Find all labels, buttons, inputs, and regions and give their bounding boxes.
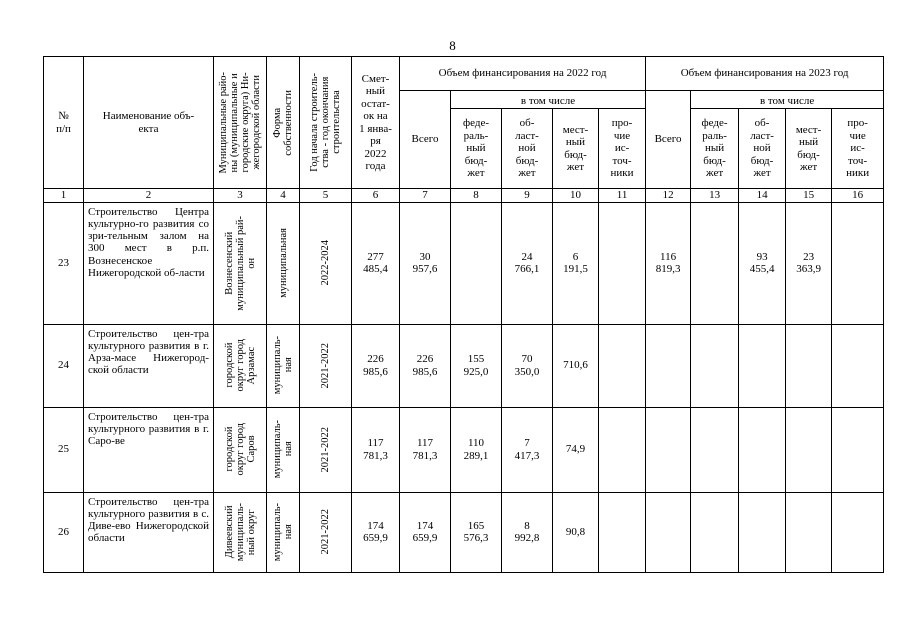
header-local-2022: мест- ный бюд- жет bbox=[553, 109, 599, 189]
header-federal-2023: феде- раль- ный бюд- жет bbox=[691, 109, 739, 189]
estimate-balance: 226 985,6 bbox=[352, 324, 400, 407]
regional-2022: 24 766,1 bbox=[502, 202, 553, 324]
other-2023 bbox=[832, 202, 884, 324]
construction-years: 2021-2022 bbox=[300, 492, 352, 572]
federal-2022: 110 289,1 bbox=[451, 407, 502, 492]
other-2022 bbox=[599, 407, 646, 492]
column-number: 6 bbox=[352, 189, 400, 203]
table-row bbox=[44, 202, 884, 324]
local-2023 bbox=[786, 407, 832, 492]
federal-2023 bbox=[691, 202, 739, 324]
header-other-2023: про- чие ис- точ- ники bbox=[832, 109, 884, 189]
header-other-2022: про- чие ис- точ- ники bbox=[599, 109, 646, 189]
column-number: 10 bbox=[553, 189, 599, 203]
column-number: 16 bbox=[832, 189, 884, 203]
column-number: 3 bbox=[214, 189, 267, 203]
header-fin-2022: Объем финансирования на 2022 год bbox=[400, 57, 646, 91]
ownership: муниципаль- ная bbox=[267, 407, 300, 492]
column-number: 11 bbox=[599, 189, 646, 203]
ownership: муниципаль- ная bbox=[267, 324, 300, 407]
header-district: Муниципальные райо- ны (муниципальные и городские округа) Ни- жегородской области bbox=[214, 57, 267, 189]
object-name: Строительство цен-тра культурного развития в г. Саро-ве bbox=[84, 407, 214, 492]
regional-2023: 93 455,4 bbox=[739, 202, 786, 324]
ownership: муниципальная bbox=[267, 202, 300, 324]
column-number: 7 bbox=[400, 189, 451, 203]
construction-years: 2021-2022 bbox=[300, 324, 352, 407]
header-total-2023: Всего bbox=[646, 91, 691, 189]
object-name: Строительство цен-тра культурного развития в с. Диве-ево Нижегородской области bbox=[84, 492, 214, 572]
other-2023 bbox=[832, 492, 884, 572]
local-2023 bbox=[786, 492, 832, 572]
header-regional-2022: об- ласт- ной бюд- жет bbox=[502, 109, 553, 189]
total-2022: 117 781,3 bbox=[400, 407, 451, 492]
total-2023 bbox=[646, 324, 691, 407]
row-number: 24 bbox=[44, 324, 84, 407]
district: городской округ город Арзамас bbox=[214, 324, 267, 407]
table-row bbox=[44, 492, 884, 572]
regional-2022: 70 350,0 bbox=[502, 324, 553, 407]
header-ownership: Форма собственности bbox=[267, 57, 300, 189]
object-name: Строительство Центра культурно-го развития со зри-тельным залом на 300 мест в р.п. Вознесенское Нижегородской об-ласти bbox=[84, 202, 214, 324]
estimate-balance: 174 659,9 bbox=[352, 492, 400, 572]
total-2023 bbox=[646, 407, 691, 492]
local-2022: 90,8 bbox=[553, 492, 599, 572]
local-2022: 74,9 bbox=[553, 407, 599, 492]
district: Дивеевский муниципаль- ный округ bbox=[214, 492, 267, 572]
estimate-balance: 117 781,3 bbox=[352, 407, 400, 492]
local-2022: 6 191,5 bbox=[553, 202, 599, 324]
local-2023 bbox=[786, 324, 832, 407]
header-incl-2022: в том числе bbox=[451, 91, 646, 109]
other-2023 bbox=[832, 324, 884, 407]
table-row bbox=[44, 407, 884, 492]
total-2022: 226 985,6 bbox=[400, 324, 451, 407]
column-number: 1 bbox=[44, 189, 84, 203]
column-number: 5 bbox=[300, 189, 352, 203]
column-numbers-row bbox=[44, 189, 884, 203]
column-number: 12 bbox=[646, 189, 691, 203]
row-number: 23 bbox=[44, 202, 84, 324]
federal-2023 bbox=[691, 492, 739, 572]
page-number: 8 bbox=[449, 38, 456, 53]
header-incl-2023: в том числе bbox=[691, 91, 884, 109]
regional-2023 bbox=[739, 492, 786, 572]
federal-2022: 165 576,3 bbox=[451, 492, 502, 572]
column-number: 8 bbox=[451, 189, 502, 203]
column-number: 2 bbox=[84, 189, 214, 203]
other-2023 bbox=[832, 407, 884, 492]
federal-2022 bbox=[451, 202, 502, 324]
header-num: № п/п bbox=[44, 57, 84, 189]
header-fin-2023: Объем финансирования на 2023 год bbox=[646, 57, 884, 91]
regional-2022: 8 992,8 bbox=[502, 492, 553, 572]
total-2022: 174 659,9 bbox=[400, 492, 451, 572]
construction-years: 2021-2022 bbox=[300, 407, 352, 492]
other-2022 bbox=[599, 324, 646, 407]
total-2023: 116 819,3 bbox=[646, 202, 691, 324]
federal-2022: 155 925,0 bbox=[451, 324, 502, 407]
local-2023: 23 363,9 bbox=[786, 202, 832, 324]
header-years: Год начала строитель- ства - год окончания строительства bbox=[300, 57, 352, 189]
header-federal-2022: феде- раль- ный бюд- жет bbox=[451, 109, 502, 189]
column-number: 4 bbox=[267, 189, 300, 203]
federal-2023 bbox=[691, 407, 739, 492]
district: городской округ город Саров bbox=[214, 407, 267, 492]
other-2022 bbox=[599, 202, 646, 324]
regional-2023 bbox=[739, 324, 786, 407]
financing-table bbox=[43, 56, 884, 573]
object-name: Строительство цен-тра культурного развития в г. Арза-масе Нижегород-ской области bbox=[84, 324, 214, 407]
header-regional-2023: об- ласт- ной бюд- жет bbox=[739, 109, 786, 189]
header-local-2023: мест- ный бюд- жет bbox=[786, 109, 832, 189]
ownership: муниципаль- ная bbox=[267, 492, 300, 572]
regional-2022: 7 417,3 bbox=[502, 407, 553, 492]
column-number: 15 bbox=[786, 189, 832, 203]
local-2022: 710,6 bbox=[553, 324, 599, 407]
header-estimate: Смет- ный остат- ок на 1 янва- ря 2022 года bbox=[352, 57, 400, 189]
total-2023 bbox=[646, 492, 691, 572]
federal-2023 bbox=[691, 324, 739, 407]
column-number: 9 bbox=[502, 189, 553, 203]
other-2022 bbox=[599, 492, 646, 572]
estimate-balance: 277 485,4 bbox=[352, 202, 400, 324]
column-number: 13 bbox=[691, 189, 739, 203]
total-2022: 30 957,6 bbox=[400, 202, 451, 324]
header-total-2022: Всего bbox=[400, 91, 451, 189]
header-name: Наименование объ- екта bbox=[84, 57, 214, 189]
table-row bbox=[44, 324, 884, 407]
regional-2023 bbox=[739, 407, 786, 492]
construction-years: 2022-2024 bbox=[300, 202, 352, 324]
row-number: 26 bbox=[44, 492, 84, 572]
row-number: 25 bbox=[44, 407, 84, 492]
district: Вознесенский муниципальный рай- он bbox=[214, 202, 267, 324]
column-number: 14 bbox=[739, 189, 786, 203]
